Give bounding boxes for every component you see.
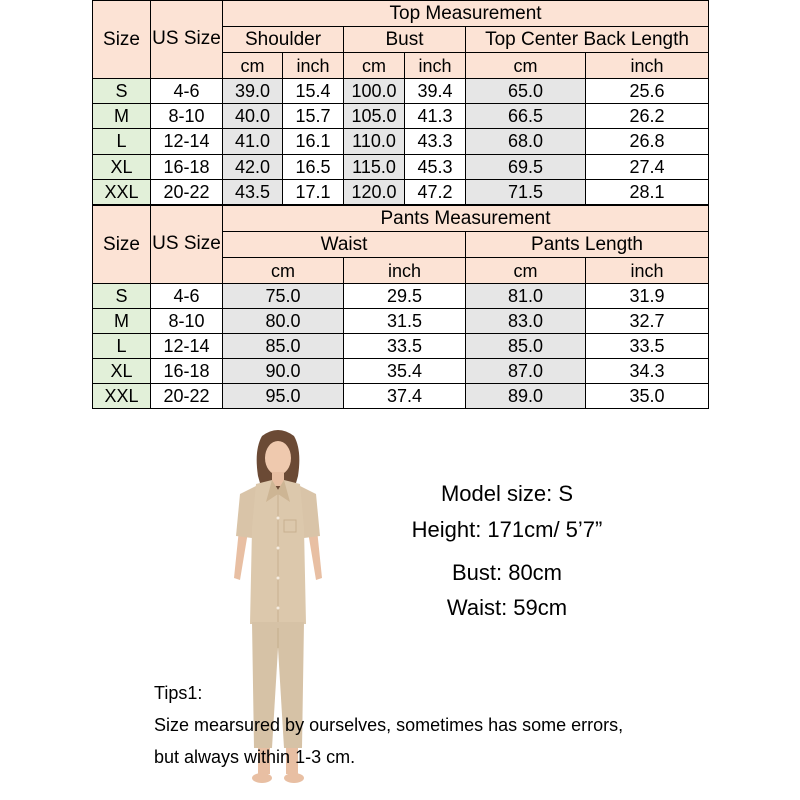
table-row (93, 104, 709, 129)
value-cell: 27.4 (586, 154, 709, 179)
table-row (93, 284, 709, 309)
value-cell: 100.0 (344, 79, 405, 104)
value-cell: 26.2 (586, 104, 709, 129)
value-cell: 71.5 (466, 179, 586, 204)
top-measurement-title: Top Measurement (223, 1, 709, 27)
value-cell: 89.0 (466, 384, 586, 409)
unit-inch: inch (586, 53, 709, 79)
value-cell: 35.4 (344, 359, 466, 384)
us-size-cell: 12-14 (151, 334, 223, 359)
value-cell: 16.1 (283, 129, 344, 154)
value-cell: 47.2 (405, 179, 466, 204)
value-cell: 16.5 (283, 154, 344, 179)
value-cell: 68.0 (466, 129, 586, 154)
value-cell: 31.9 (586, 284, 709, 309)
table-row (93, 179, 709, 204)
size-cell: S (93, 284, 151, 309)
model-bust-text: Bust: 80cm (451, 560, 563, 585)
value-cell: 42.0 (223, 154, 283, 179)
pants-length-header: Pants Length (466, 232, 709, 258)
value-cell: 41.3 (405, 104, 466, 129)
table-row (93, 359, 709, 384)
us-size-cell: 12-14 (151, 129, 223, 154)
value-cell: 80.0 (223, 309, 344, 334)
unit-cm: cm (223, 53, 283, 79)
value-cell: 69.5 (466, 154, 586, 179)
size-cell: S (93, 79, 151, 104)
value-cell: 32.7 (586, 309, 709, 334)
unit-cm: cm (466, 258, 586, 284)
us-size-cell: 16-18 (151, 359, 223, 384)
size-header: Size (93, 206, 151, 284)
us-size-cell: 8-10 (151, 104, 223, 129)
model-size-text: Model size: S (440, 481, 574, 506)
us-size-cell: 4-6 (151, 79, 223, 104)
value-cell: 39.4 (405, 79, 466, 104)
waist-header: Waist (223, 232, 466, 258)
size-cell: XXL (93, 384, 151, 409)
value-cell: 35.0 (586, 384, 709, 409)
bust-header: Bust (344, 27, 466, 53)
size-cell: XXL (93, 179, 151, 204)
shoulder-header: Shoulder (223, 27, 344, 53)
value-cell: 17.1 (283, 179, 344, 204)
value-cell: 40.0 (223, 104, 283, 129)
value-cell: 95.0 (223, 384, 344, 409)
value-cell: 26.8 (586, 129, 709, 154)
value-cell: 33.5 (586, 334, 709, 359)
pants-measurement-table (92, 205, 709, 409)
value-cell: 87.0 (466, 359, 586, 384)
unit-cm: cm (223, 258, 344, 284)
value-cell: 37.4 (344, 384, 466, 409)
model-height-text: Height: 171cm/ 5’7” (411, 517, 603, 542)
us-size-cell: 4-6 (151, 284, 223, 309)
table-row (93, 309, 709, 334)
table-row (93, 384, 709, 409)
value-cell: 34.3 (586, 359, 709, 384)
value-cell: 110.0 (344, 129, 405, 154)
unit-cm: cm (344, 53, 405, 79)
value-cell: 65.0 (466, 79, 586, 104)
size-cell: XL (93, 154, 151, 179)
value-cell: 43.3 (405, 129, 466, 154)
table-row (93, 79, 709, 104)
value-cell: 41.0 (223, 129, 283, 154)
us-size-cell: 8-10 (151, 309, 223, 334)
unit-inch: inch (344, 258, 466, 284)
value-cell: 29.5 (344, 284, 466, 309)
us-size-cell: 16-18 (151, 154, 223, 179)
size-cell: M (93, 309, 151, 334)
value-cell: 39.0 (223, 79, 283, 104)
tips-line-1: Size mearsured by ourselves, sometimes has some errors, (154, 715, 624, 735)
size-header: Size (93, 1, 151, 79)
pants-measurement-title: Pants Measurement (223, 206, 709, 232)
value-cell: 45.3 (405, 154, 466, 179)
top-measurement-table (92, 0, 709, 205)
size-cell: L (93, 334, 151, 359)
value-cell: 43.5 (223, 179, 283, 204)
value-cell: 85.0 (466, 334, 586, 359)
table-row (93, 129, 709, 154)
tips-line-2: but always within 1-3 cm. (154, 747, 356, 767)
back-length-header: Top Center Back Length (466, 27, 709, 53)
unit-inch: inch (586, 258, 709, 284)
unit-inch: inch (405, 53, 466, 79)
model-waist-text: Waist: 59cm (446, 595, 568, 620)
unit-cm: cm (466, 53, 586, 79)
size-cell: M (93, 104, 151, 129)
value-cell: 81.0 (466, 284, 586, 309)
value-cell: 105.0 (344, 104, 405, 129)
value-cell: 66.5 (466, 104, 586, 129)
value-cell: 90.0 (223, 359, 344, 384)
size-cell: L (93, 129, 151, 154)
size-cell: XL (93, 359, 151, 384)
value-cell: 83.0 (466, 309, 586, 334)
us-size-cell: 20-22 (151, 179, 223, 204)
us-size-header: US Size (151, 206, 223, 284)
value-cell: 15.4 (283, 79, 344, 104)
table-row (93, 154, 709, 179)
value-cell: 75.0 (223, 284, 344, 309)
table-row (93, 334, 709, 359)
value-cell: 115.0 (344, 154, 405, 179)
us-size-cell: 20-22 (151, 384, 223, 409)
value-cell: 25.6 (586, 79, 709, 104)
value-cell: 15.7 (283, 104, 344, 129)
value-cell: 33.5 (344, 334, 466, 359)
value-cell: 120.0 (344, 179, 405, 204)
unit-inch: inch (283, 53, 344, 79)
value-cell: 31.5 (344, 309, 466, 334)
us-size-header: US Size (151, 1, 223, 79)
tips-title: Tips1: (154, 683, 203, 703)
value-cell: 28.1 (586, 179, 709, 204)
value-cell: 85.0 (223, 334, 344, 359)
